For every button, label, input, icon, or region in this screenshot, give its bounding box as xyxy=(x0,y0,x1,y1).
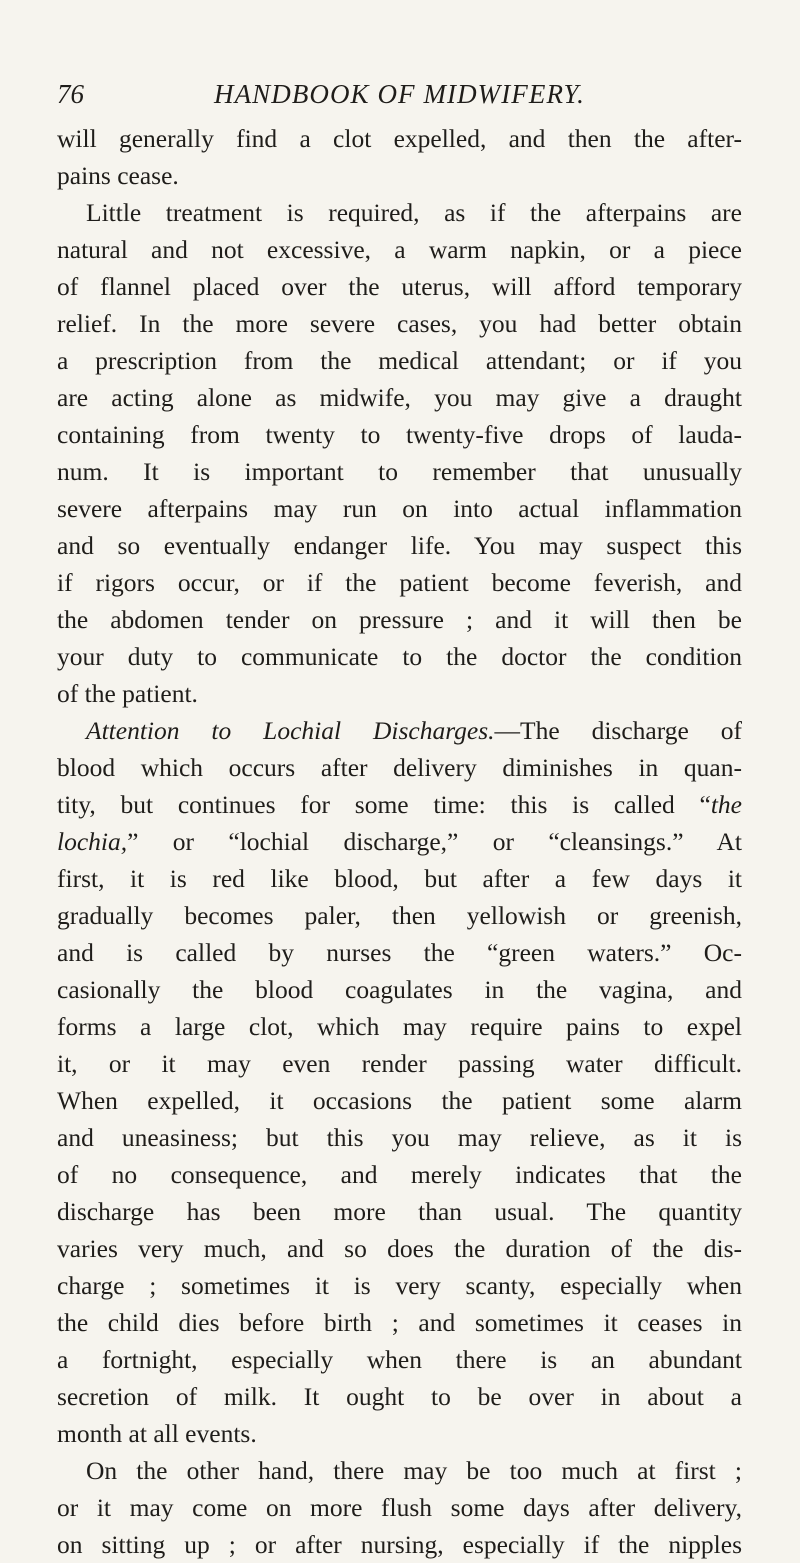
page-number: 76 xyxy=(57,79,84,109)
text-line: of no consequence, and merely indicates that the xyxy=(57,1160,742,1189)
text-line: blood which occurs after delivery diminishes in quan- xyxy=(57,753,742,782)
text-line: month at all events. xyxy=(57,1419,257,1448)
body-text xyxy=(57,120,742,1563)
text-run: —The discharge of xyxy=(494,716,742,745)
text-line: and so eventually endanger life. You may suspect this xyxy=(57,531,742,560)
book-page xyxy=(0,74,800,1559)
text-line: of flannel placed over the uterus, will afford temporary xyxy=(57,272,742,301)
text-line: a prescription from the medical attendant; or if you xyxy=(57,346,742,375)
text-line: charge ; sometimes it is very scanty, especially when xyxy=(57,1271,742,1300)
text-line: it, or it may even render passing water difficult. xyxy=(57,1049,742,1078)
section-heading: Attention to Lochial Discharges. xyxy=(86,716,495,745)
italic-term: lochia, xyxy=(57,827,128,856)
text-line: On the other hand, there may be too much at first ; xyxy=(86,1456,742,1485)
text-line: will generally find a clot expelled, and then the after- xyxy=(57,124,742,153)
text-line: gradually becomes paler, then yellowish or greenish, xyxy=(57,901,742,930)
text-line: and uneasiness; but this you may relieve, as it is xyxy=(57,1123,742,1152)
italic-term: the xyxy=(710,790,742,819)
text-line: and is called by nurses the “green waters.” Oc- xyxy=(57,938,742,967)
text-line: the abdomen tender on pressure ; and it will then be xyxy=(57,605,742,634)
text-line: num. It is important to remember that unusually xyxy=(57,457,742,486)
text-line: a fortnight, especially when there is an abundant xyxy=(57,1345,742,1374)
text-line: your duty to communicate to the doctor the condition xyxy=(57,642,742,671)
running-title: HANDBOOK OF MIDWIFERY. xyxy=(214,79,585,109)
running-head xyxy=(57,74,742,114)
text-line: Little treatment is required, as if the afterpains are xyxy=(86,198,742,227)
text-line: When expelled, it occasions the patient some alarm xyxy=(57,1086,742,1115)
text-line: on sitting up ; or after nursing, especially if the nipples xyxy=(57,1530,742,1559)
text-line: pains cease. xyxy=(57,161,179,190)
text-line: first, it is red like blood, but after a few days it xyxy=(57,864,742,893)
text-line: the child dies before birth ; and sometimes it ceases in xyxy=(57,1308,742,1337)
text-line: casionally the blood coagulates in the vagina, and xyxy=(57,975,742,1004)
text-line: varies very much, and so does the duration of the dis- xyxy=(57,1234,742,1263)
text-line: or it may come on more flush some days after delivery, xyxy=(57,1493,742,1522)
text-line: relief. In the more severe cases, you had better obtain xyxy=(57,309,742,338)
text-line xyxy=(57,823,742,860)
text-line: forms a large clot, which may require pains to expel xyxy=(57,1012,742,1041)
text-line: of the patient. xyxy=(57,679,198,708)
text-line: natural and not excessive, a warm napkin, or a piece xyxy=(57,235,742,264)
text-run: tity, but continues for some time: this is called “ xyxy=(57,790,711,819)
text-line: discharge has been more than usual. The quantity xyxy=(57,1197,742,1226)
text-line xyxy=(57,712,742,749)
text-line: if rigors occur, or if the patient become feverish, and xyxy=(57,568,742,597)
text-line: severe afterpains may run on into actual inflammation xyxy=(57,494,742,523)
text-run: ” or “lochial discharge,” or “cleansings.” At xyxy=(127,827,742,856)
text-line: containing from twenty to twenty-five drops of lauda- xyxy=(57,420,742,449)
text-line xyxy=(57,786,742,823)
text-line: secretion of milk. It ought to be over in about a xyxy=(57,1382,742,1411)
text-line: are acting alone as midwife, you may give a draught xyxy=(57,383,742,412)
